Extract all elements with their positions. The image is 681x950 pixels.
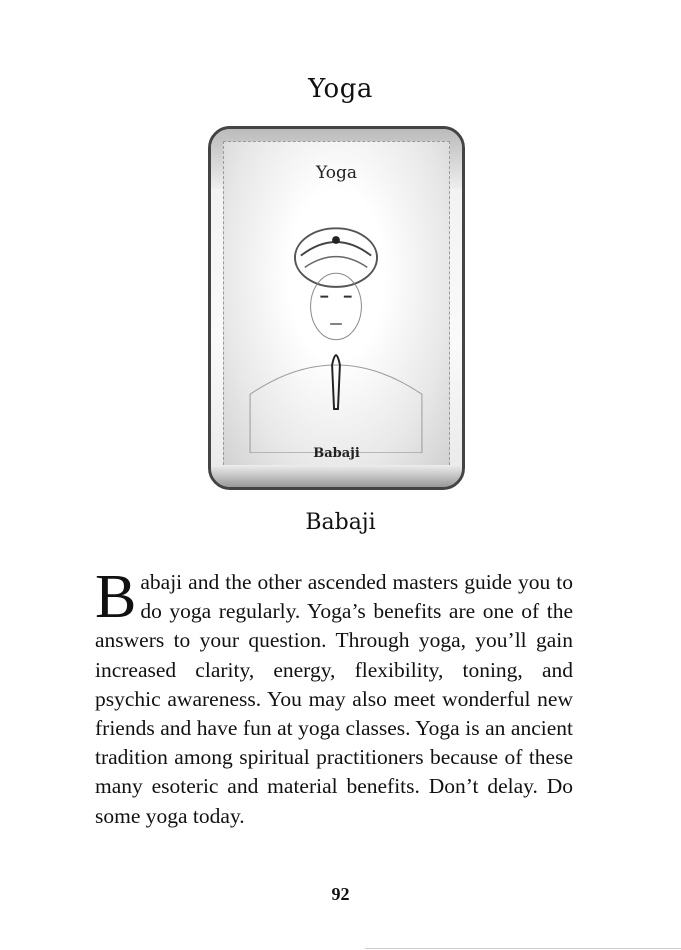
body-paragraph bbox=[95, 563, 573, 831]
body-text: abaji and the other ascended masters guide you to do yoga regularly. Yoga’s benefits are one of the answers to your question. Through yoga, you’ll gain increased clarity, energy, flexibility, toning, and psychic awareness. You may also meet wonderful new friends and have fun at yoga classes. Yoga is an ancient tradition among spiritual practitioners because of these many esoteric and material benefits. Don’t delay. Do some yoga today. bbox=[95, 570, 573, 828]
babaji-figure-illustration bbox=[211, 199, 462, 453]
bottom-rule bbox=[365, 948, 681, 949]
page-number: 92 bbox=[331, 884, 350, 904]
card-caption: Babaji bbox=[305, 510, 376, 535]
page-header-title: Yoga bbox=[308, 74, 373, 104]
card-bottom-label: Babaji bbox=[313, 446, 360, 461]
oracle-card-image bbox=[208, 126, 465, 490]
card-bottom-band bbox=[211, 465, 462, 487]
drop-cap: B bbox=[95, 563, 137, 631]
card-top-label: Yoga bbox=[316, 163, 357, 183]
